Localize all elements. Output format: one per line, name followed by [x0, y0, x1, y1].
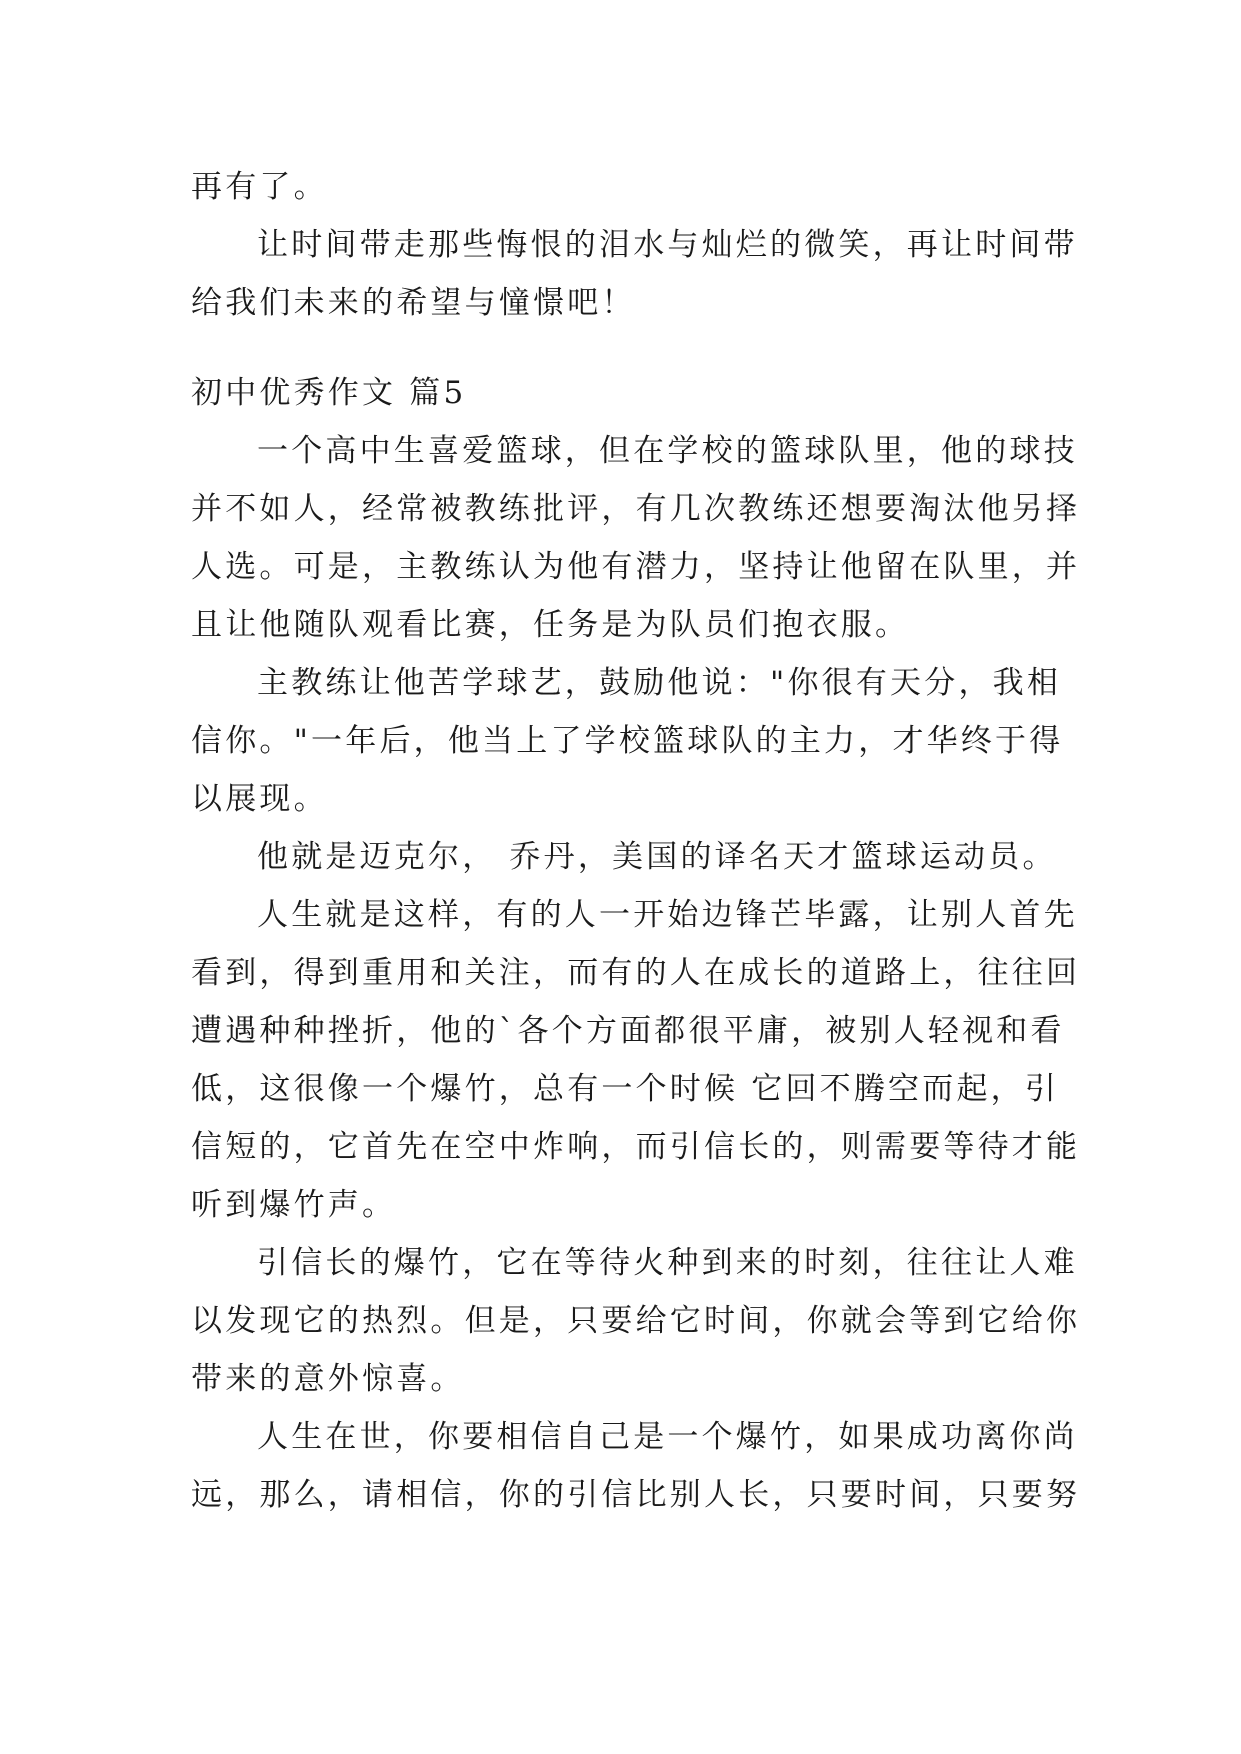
section-heading: 初中优秀作文 篇5 [191, 375, 467, 411]
text-line: 人生就是这样，有的人一开始边锋芒毕露，让别人首先 [257, 897, 1078, 933]
text-line: 人选。可是，主教练认为他有潜力，坚持让他留在队里，并 [191, 549, 1081, 585]
text-line: 信短的，它首先在空中炸响，而引信长的，则需要等待才能 [191, 1129, 1081, 1165]
text-line: 并不如人，经常被教练批评，有几次教练还想要淘汰他另择 [191, 491, 1081, 527]
text-line: 一个高中生喜爱篮球，但在学校的篮球队里，他的球技 [257, 433, 1078, 469]
text-line: 他就是迈克尔， 乔丹，美国的译名天才篮球运动员。 [257, 839, 1057, 875]
text-line: 让时间带走那些悔恨的泪水与灿烂的微笑，再让时间带 [257, 227, 1078, 263]
text-line: 远，那么，请相信，你的引信比别人长，只要时间，只要努 [191, 1477, 1081, 1513]
document-page [191, 158, 1081, 1524]
text-line: 带来的意外惊喜。 [191, 1361, 465, 1397]
text-line: 主教练让他苦学球艺，鼓励他说："你很有天分，我相 [257, 665, 1062, 701]
text-line: 且让他随队观看比赛，任务是为队员们抱衣服。 [191, 607, 910, 643]
text-line: 信你。"一年后，他当上了学校篮球队的主力，才华终于得 [191, 723, 1064, 759]
text-line: 给我们未来的希望与憧憬吧！ [191, 285, 636, 321]
text-line: 遭遇种种挫折，他的`各个方面都很平庸，被别人轻视和看 [191, 1013, 1065, 1049]
text-line: 听到爆竹声。 [191, 1187, 397, 1223]
text-line: 看到，得到重用和关注，而有的人在成长的道路上，往往回 [191, 955, 1081, 991]
text-line: 引信长的爆竹，它在等待火种到来的时刻，往往让人难 [257, 1245, 1078, 1281]
text-line: 人生在世，你要相信自己是一个爆竹，如果成功离你尚 [257, 1419, 1078, 1455]
text-line: 以发现它的热烈。但是，只要给它时间，你就会等到它给你 [191, 1303, 1081, 1339]
text-line: 低，这很像一个爆竹，总有一个时候 它回不腾空而起，引 [191, 1071, 1060, 1107]
text-line: 再有了。 [191, 169, 328, 205]
text-line: 以展现。 [191, 781, 328, 817]
